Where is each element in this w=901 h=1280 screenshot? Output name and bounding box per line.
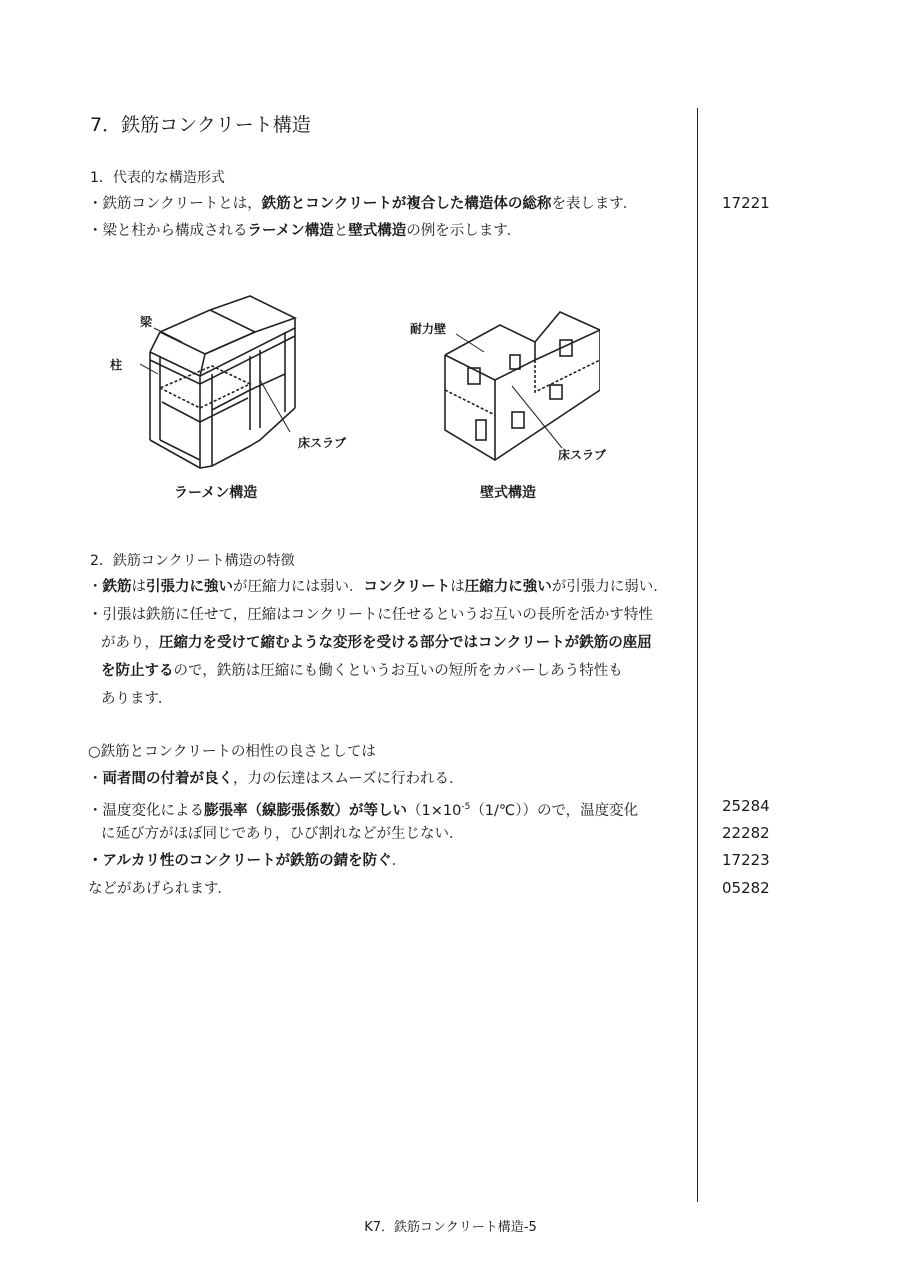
beam-label: 梁 [140, 315, 153, 329]
reference-code: 05282 [722, 879, 770, 897]
column-label: 柱 [110, 358, 123, 372]
page-title: 7．鉄筋コンクリート構造 [90, 114, 311, 136]
text: があり， [101, 635, 159, 651]
text-bold: 圧縮力に強い [464, 579, 552, 595]
text: が圧縮力には弱い． [233, 579, 364, 595]
reference-code: 22282 [722, 824, 770, 842]
text-bold: を防止する [101, 663, 174, 679]
text-bold: ・ [88, 853, 103, 869]
section2-p2-line4: あります． [101, 691, 173, 707]
floor-slab-label-left: 床スラブ [298, 436, 347, 450]
section3-bullet1 [88, 769, 464, 789]
text: ，力の伝達はスムーズに行われる． [233, 771, 464, 787]
reference-code: 17221 [722, 194, 770, 212]
text-bold: 圧縮力を受けて縮むような変形を受ける部分ではコンクリートが鉄筋の座屈 [159, 635, 652, 651]
leader-lines-left [140, 320, 310, 440]
superscript: -5 [461, 802, 471, 812]
text: が引張力に弱い． [551, 579, 668, 595]
section3-bullet3 [88, 851, 406, 871]
text-bold: ラーメン構造 [247, 223, 334, 239]
text-bold: 引張力に強い [146, 579, 233, 595]
rigid-frame-caption: ラーメン構造 [174, 485, 258, 501]
text-bold: 両者間の付着が良く [102, 771, 233, 787]
text: と [333, 223, 349, 239]
section2-p2-line2 [101, 633, 652, 653]
section3-closing: などがあげられます． [88, 881, 232, 897]
text: ・ [88, 771, 103, 787]
text: （1×10 [407, 802, 462, 819]
section2-heading: 2．鉄筋コンクリート構造の特徴 [90, 553, 295, 569]
bearing-wall-label: 耐力壁 [410, 322, 447, 336]
text: は [131, 579, 146, 595]
text: を表します． [551, 196, 638, 212]
section1-line2 [88, 221, 521, 241]
text-bold: 鉄筋とコンクリートが複合した構造体の総称 [261, 196, 552, 212]
section1-heading: 1．代表的な構造形式 [90, 170, 225, 186]
section3-bullet2-line2: に延び方がほぼ同じであり，ひび割れなどが生じない． [101, 826, 464, 842]
text: ・鉄筋コンクリートとは， [88, 196, 262, 212]
section3-bullet2-line1 [88, 797, 638, 821]
section1-line1 [88, 194, 637, 214]
text: ・梁と柱から構成される [88, 223, 248, 239]
reference-code: 17223 [722, 851, 770, 869]
section2-p2-line3 [101, 661, 623, 681]
text: は [450, 579, 465, 595]
margin-rule [697, 108, 698, 1202]
text: ． [391, 853, 407, 869]
text: （1/℃））ので，温度変化 [470, 802, 639, 819]
leader-lines-right [450, 330, 580, 460]
text: の例を示します． [406, 223, 522, 239]
section2-p2-line1: ・引張は鉄筋に任せて，圧縮はコンクリートに任せるというお互いの長所を活かす特性 [88, 607, 653, 623]
wall-structure-caption: 壁式構造 [480, 485, 536, 501]
text: ・温度変化による [88, 802, 204, 819]
section2-p1 [88, 577, 668, 597]
floor-slab-label-right: 床スラブ [558, 448, 607, 462]
text: ・ [88, 579, 103, 595]
page-footer: K7．鉄筋コンクリート構造-5 [364, 1220, 537, 1235]
section3-heading: ○鉄筋とコンクリートの相性の良さとしては [88, 744, 376, 760]
text-bold: アルカリ性のコンクリートが鉄筋の錆を防ぐ [102, 853, 392, 869]
text-bold: 膨張率（線膨張係数）が等しい [204, 802, 407, 819]
text-bold: 鉄筋 [102, 579, 132, 595]
reference-code: 25284 [722, 797, 770, 815]
text-bold: 壁式構造 [348, 223, 407, 239]
text-bold: コンクリート [363, 579, 451, 595]
text: ので，鉄筋は圧縮にも働くというお互いの短所をカバーしあう特性も [173, 663, 623, 679]
